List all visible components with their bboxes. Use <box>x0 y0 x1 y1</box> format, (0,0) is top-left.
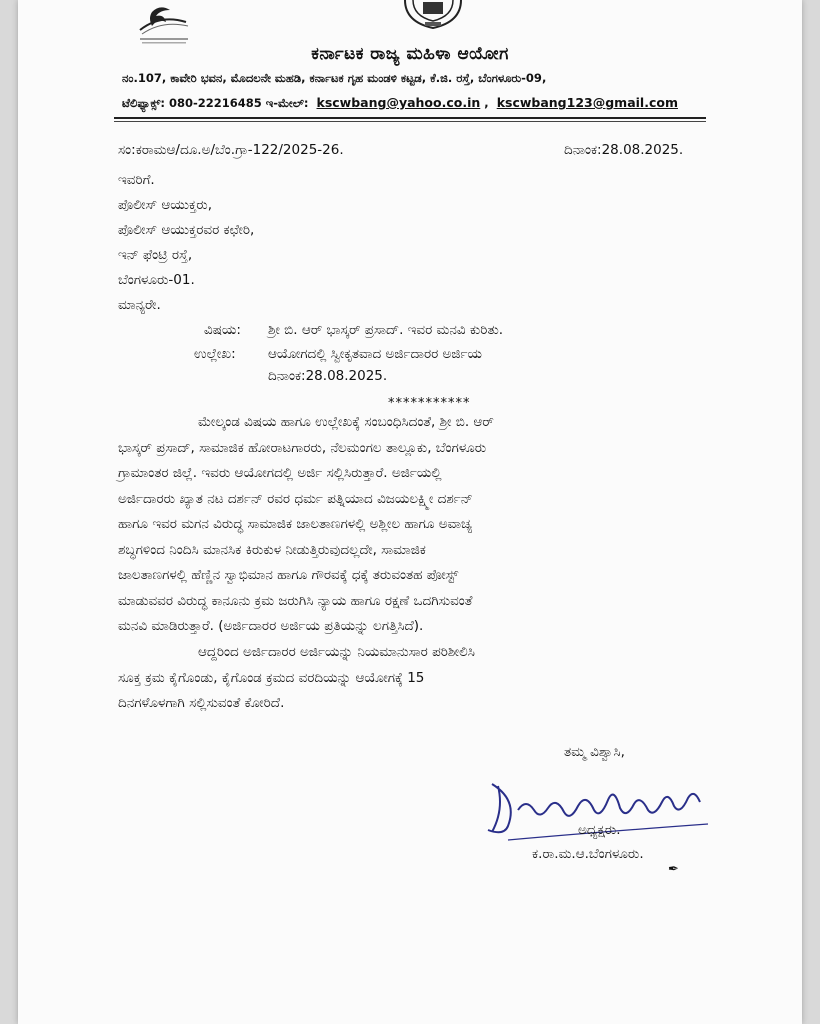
paragraph-line: ಜಾಲತಾಣಗಳಲ್ಲಿ ಹೆಣ್ಣಿನ ಸ್ವಾಭಿಮಾನ ಹಾಗೂ ಗೌರವಕ್ಕೆ ಧಕ್ಕೆ ತರುವಂತಹ ಪೋಸ್ಟ್ <box>118 567 459 583</box>
section-separator: *********** <box>388 396 471 411</box>
body-paragraph-2 <box>118 640 698 717</box>
letter-page <box>18 0 802 1024</box>
office-address: ನಂ.107, ಕಾವೇರಿ ಭವನ, ಮೊದಲನೇ ಮಹಡಿ, ಕರ್ನಾಟಕ ಗೃಹ ಮಂಡಳಿ ಕಟ್ಟಡ, ಕೆ.ಜಿ. ರಸ್ತೆ, ಬೆಂಗಳೂರು-09, <box>122 71 547 85</box>
paragraph-line: ಶಬ್ಧಗಳಿಂದ ನಿಂದಿಸಿ ಮಾನಸಿಕ ಕಿರುಕುಳ ನೀಡುತ್ತಿರುವುದಲ್ಲದೇ, ಸಾಮಾಜಿಕ <box>118 541 426 558</box>
paragraph-line: ಆದ್ದರಿಂದ ಅರ್ಜಿದಾರರ ಅರ್ಜಿಯನ್ನು ನಿಯಮಾನುಸಾರ ಪರಿಶೀಲಿಸಿ <box>198 644 475 660</box>
header-divider <box>114 117 706 119</box>
email-link-gmail[interactable]: kscwbang123@gmail.com <box>496 95 678 110</box>
contact-line <box>122 95 678 111</box>
header-divider-thin <box>114 121 706 122</box>
email-link-yahoo[interactable]: kscwbang@yahoo.co.in <box>316 95 481 110</box>
office-name: ಕ.ರಾ.ಮ.ಆ.ಬೆಂಗಳೂರು. <box>532 846 644 862</box>
paragraph-line: ಹಾಗೂ ಇವರ ಮಗನ ವಿರುದ್ಧ ಸಾಮಾಜಿಕ ಜಾಲತಾಣಗಳಲ್ಲಿ ಅಶ್ಲೀಲ ಹಾಗೂ ಅವಾಚ್ಯ <box>118 516 473 532</box>
email-separator: , <box>484 96 489 110</box>
paragraph-line: ಭಾಸ್ಕರ್ ಪ್ರಸಾದ್, ಸಾಮಾಜಿಕ ಹೋರಾಟಗಾರರು, ನೆಲಮಂಗಲ ತಾಲ್ಲೂಕು, ಬೆಂಗಳೂರು <box>118 439 487 456</box>
letter-date: ದಿನಾಂಕ:28.08.2025. <box>564 142 684 158</box>
phone-label: ಟೆಲಿಫ್ಯಾಕ್ಸ್: 080-22216485 ಇ-ಮೇಲ್: <box>122 96 309 110</box>
paragraph-line: ಅರ್ಜಿದಾರರು ಖ್ಯಾತ ನಟ ದರ್ಶನ್ ರವರ ಧರ್ಮ ಪತ್ನಿಯಾದ ವಿಜಯಲಕ್ಷ್ಮೀ ದರ್ಶನ್ <box>118 490 473 507</box>
paragraph-line: ಮಾಡುವವರ ವಿರುದ್ಧ ಕಾನೂನು ಕ್ರಮ ಜರುಗಿಸಿ ನ್ಯಾಯ ಹಾಗೂ ರಕ್ಷಣೆ ಒದಗಿಸುವಂತೆ <box>118 592 473 609</box>
handwritten-signature <box>478 770 718 850</box>
recipient-line-3: ಇನ್ ಫೆಂಟ್ರಿ ರಸ್ತೆ, <box>118 247 193 263</box>
commission-logo-icon <box>130 4 200 48</box>
recipient-line-4: ಬೆಂಗಳೂರು-01. <box>118 272 195 288</box>
designation: ಅಧ್ಯಕ್ಷರು. <box>578 822 621 838</box>
paragraph-line: ಮೇಲ್ಕಂಡ ವಿಷಯ ಹಾಗೂ ಉಲ್ಲೇಖಕ್ಕೆ ಸಂಬಂಧಿಸಿದಂತೆ, ಶ್ರೀ ಬಿ. ಆರ್ <box>198 414 494 430</box>
recipient-line-1: ಪೊಲೀಸ್ ಆಯುಕ್ತರು, <box>118 197 213 213</box>
recipient-to: ಇವರಿಗೆ. <box>118 172 155 188</box>
initial-mark-icon: ✒ <box>668 862 679 877</box>
paragraph-line: ಸೂಕ್ತ ಕ್ರಮ ಕೈಗೊಂಡು, ಕೈಗೊಂಡ ಕ್ರಮದ ವರದಿಯನ್ನು ಆಯೋಗಕ್ಕೆ 15 <box>118 669 425 686</box>
subject-text: ಶ್ರೀ ಬಿ. ಆರ್ ಭಾಸ್ಕರ್ ಪ್ರಸಾದ್. ಇವರ ಮನವಿ ಕುರಿತು. <box>268 322 504 338</box>
reference-number: ಸಂ:ಕರಾಮಆ/ದೂ.ಅ/ಬೆಂ.ಗ್ರಾ-122/2025-26. <box>118 142 344 158</box>
paragraph-line: ಗ್ರಾಮಾಂತರ ಜಿಲ್ಲೆ. ಇವರು ಆಯೋಗದಲ್ಲಿ ಅರ್ಜಿ ಸಲ್ಲಿಸಿರುತ್ತಾರೆ. ಅರ್ಜಿಯಲ್ಲಿ <box>118 465 442 481</box>
paragraph-line: ಮನವಿ ಮಾಡಿರುತ್ತಾರೆ. (ಅರ್ಜಿದಾರರ ಅರ್ಜಿಯ ಪ್ರತಿಯನ್ನು ಲಗತ್ತಿಸಿದೆ). <box>118 618 424 634</box>
subject-label: ವಿಷಯ: <box>204 322 241 338</box>
paragraph-line: ದಿನಗಳೊಳಗಾಗಿ ಸಲ್ಲಿಸುವಂತೆ ಕೋರಿದೆ. <box>118 695 285 711</box>
salutation: ಮಾನ್ಯರೇ. <box>118 297 161 313</box>
state-emblem-icon <box>401 0 465 30</box>
reference-text-2: ದಿನಾಂಕ:28.08.2025. <box>268 368 388 384</box>
recipient-line-2: ಪೊಲೀಸ್ ಆಯುಕ್ತರವರ ಕಛೇರಿ, <box>118 222 255 238</box>
organization-name: ಕರ್ನಾಟಕ ರಾಜ್ಯ ಮಹಿಳಾ ಆಯೋಗ <box>311 44 509 64</box>
body-paragraph-1 <box>118 410 698 640</box>
reference-text-1: ಆಯೋಗದಲ್ಲಿ ಸ್ವೀಕೃತವಾದ ಅರ್ಜಿದಾರರ ಅರ್ಜಿಯ <box>268 346 482 362</box>
closing-yours: ತಮ್ಮ ವಿಶ್ವಾಸಿ, <box>564 744 625 760</box>
reference-label: ಉಲ್ಲೇಖ: <box>194 346 236 362</box>
